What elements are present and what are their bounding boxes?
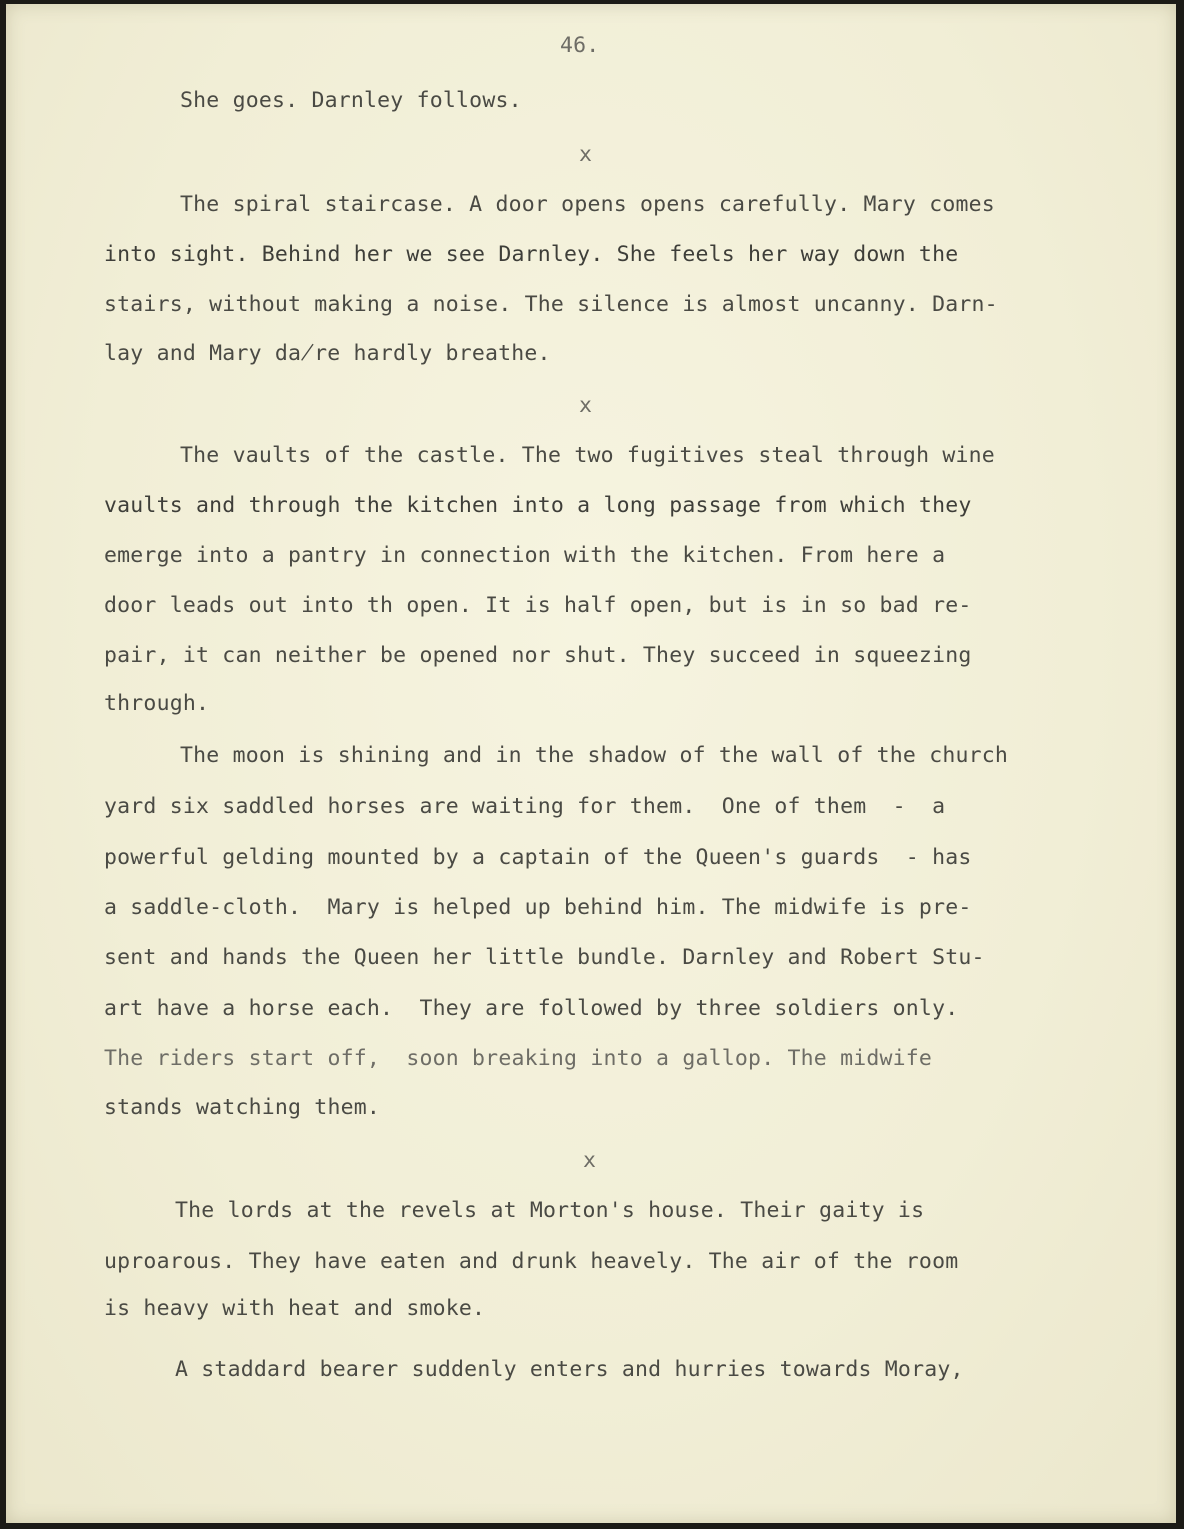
text-line-19: art have a horse each. They are followed by three soldiers only. [104,996,959,1021]
text-line-20: The riders start off, soon breaking into a gallop. The midwife [104,1046,933,1071]
text-line-08: The vaults of the castle. The two fugitives steal through wine [180,443,995,468]
text-line-21: stands watching them. [104,1095,381,1120]
text-line-25: is heavy with heat and smoke. [104,1296,486,1321]
text-line-13: through. [104,691,210,716]
text-line-11: door leads out into th open. It is half open, but is in so bad re- [104,593,972,618]
scene-separator-2: x [579,393,593,418]
text-line-03: The spiral staircase. A door opens opens carefully. Mary comes [180,192,995,217]
text-line-17: a saddle-cloth. Mary is helped up behind him. The midwife is pre- [104,895,972,920]
text-line-18: sent and hands the Queen her little bundle. Darnley and Robert Stu- [104,945,985,970]
page-number: 46. [560,33,600,58]
text-line-12: pair, it can neither be opened nor shut. They succeed in squeezing [104,643,972,668]
text-line-15: yard six saddled horses are waiting for them. One of them - a [104,794,946,819]
text-line-06: lay and Mary da̸re hardly breathe. [104,341,551,366]
text-line-01: She goes. Darnley follows. [180,88,522,113]
text-line-14: The moon is shining and in the shadow of the wall of the church [180,743,1009,768]
text-line-23: The lords at the revels at Morton's house. Their gaity is [175,1198,925,1223]
text-line-26: A staddard bearer suddenly enters and hurries towards Moray, [175,1357,964,1382]
scene-separator-1: x [579,142,593,167]
text-line-24: uproarous. They have eaten and drunk heavely. The air of the room [104,1249,959,1274]
text-line-05: stairs, without making a noise. The silence is almost uncanny. Darn- [104,292,998,317]
scene-separator-3: x [583,1148,597,1173]
text-line-16: powerful gelding mounted by a captain of the Queen's guards - has [104,845,972,870]
text-line-09: vaults and through the kitchen into a long passage from which they [104,493,972,518]
text-line-04: into sight. Behind her we see Darnley. She feels her way down the [104,242,959,267]
text-line-10: emerge into a pantry in connection with the kitchen. From here a [104,543,946,568]
